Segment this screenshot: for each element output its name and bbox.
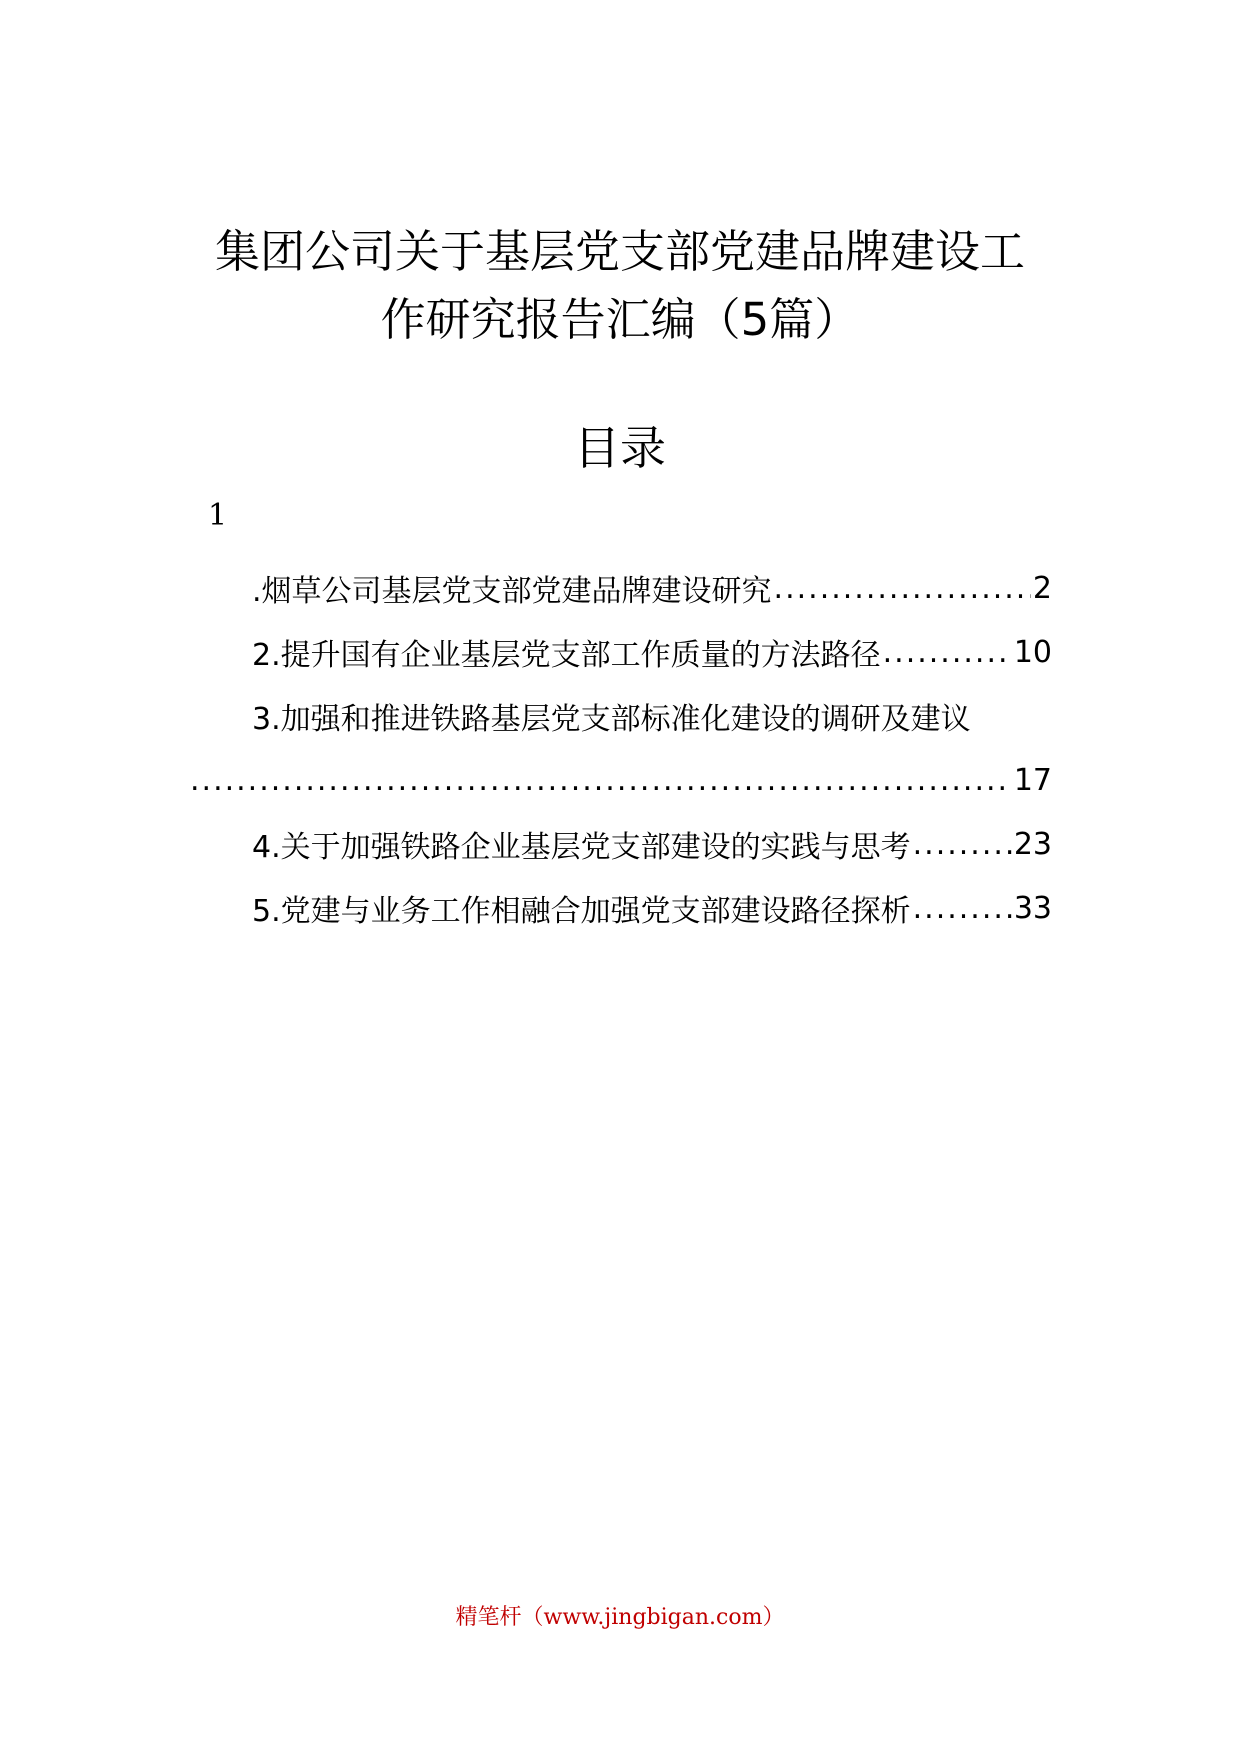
footer-source-link[interactable]: 精笔杆（www.jingbigan.com）	[455, 1605, 785, 1630]
toc-page-number: 23	[1013, 826, 1052, 862]
toc-stray-number: 1	[208, 498, 228, 533]
toc-entry-3-continuation[interactable]	[190, 748, 1052, 812]
toc-dot-leader	[913, 891, 1012, 926]
toc-entry-text: .烟草公司基层党支部党建品牌建设研究	[252, 574, 772, 609]
toc-dot-leader	[774, 571, 1031, 606]
toc-entry-5[interactable]	[190, 876, 1052, 940]
toc-entry-3[interactable]	[190, 684, 1052, 748]
table-of-contents	[190, 556, 1052, 940]
toc-entry-text: 5.党建与业务工作相融合加强党支部建设路径探析	[252, 894, 911, 929]
toc-entry-2[interactable]	[190, 620, 1052, 684]
toc-dot-leader	[883, 635, 1012, 670]
toc-page-number: 33	[1013, 890, 1052, 926]
toc-entry-text: 4.关于加强铁路企业基层党支部建设的实践与思考	[252, 830, 911, 865]
toc-entry-4[interactable]	[190, 812, 1052, 876]
toc-dot-leader	[190, 763, 1012, 798]
toc-entry-1[interactable]	[190, 556, 1052, 620]
toc-entry-text: 3.加强和推进铁路基层党支部标准化建设的调研及建议	[252, 702, 971, 737]
toc-page-number: 2	[1032, 570, 1052, 606]
toc-page-number: 17	[1013, 762, 1052, 798]
toc-dot-leader	[913, 827, 1012, 862]
document-title-line-1: 集团公司关于基层党支部党建品牌建设工	[214, 225, 1025, 278]
toc-heading: 目录	[574, 421, 666, 475]
toc-entry-text: 2.提升国有企业基层党支部工作质量的方法路径	[252, 638, 881, 673]
document-title-line-2: 作研究报告汇编（5篇）	[380, 293, 860, 346]
toc-page-number: 10	[1013, 634, 1052, 670]
